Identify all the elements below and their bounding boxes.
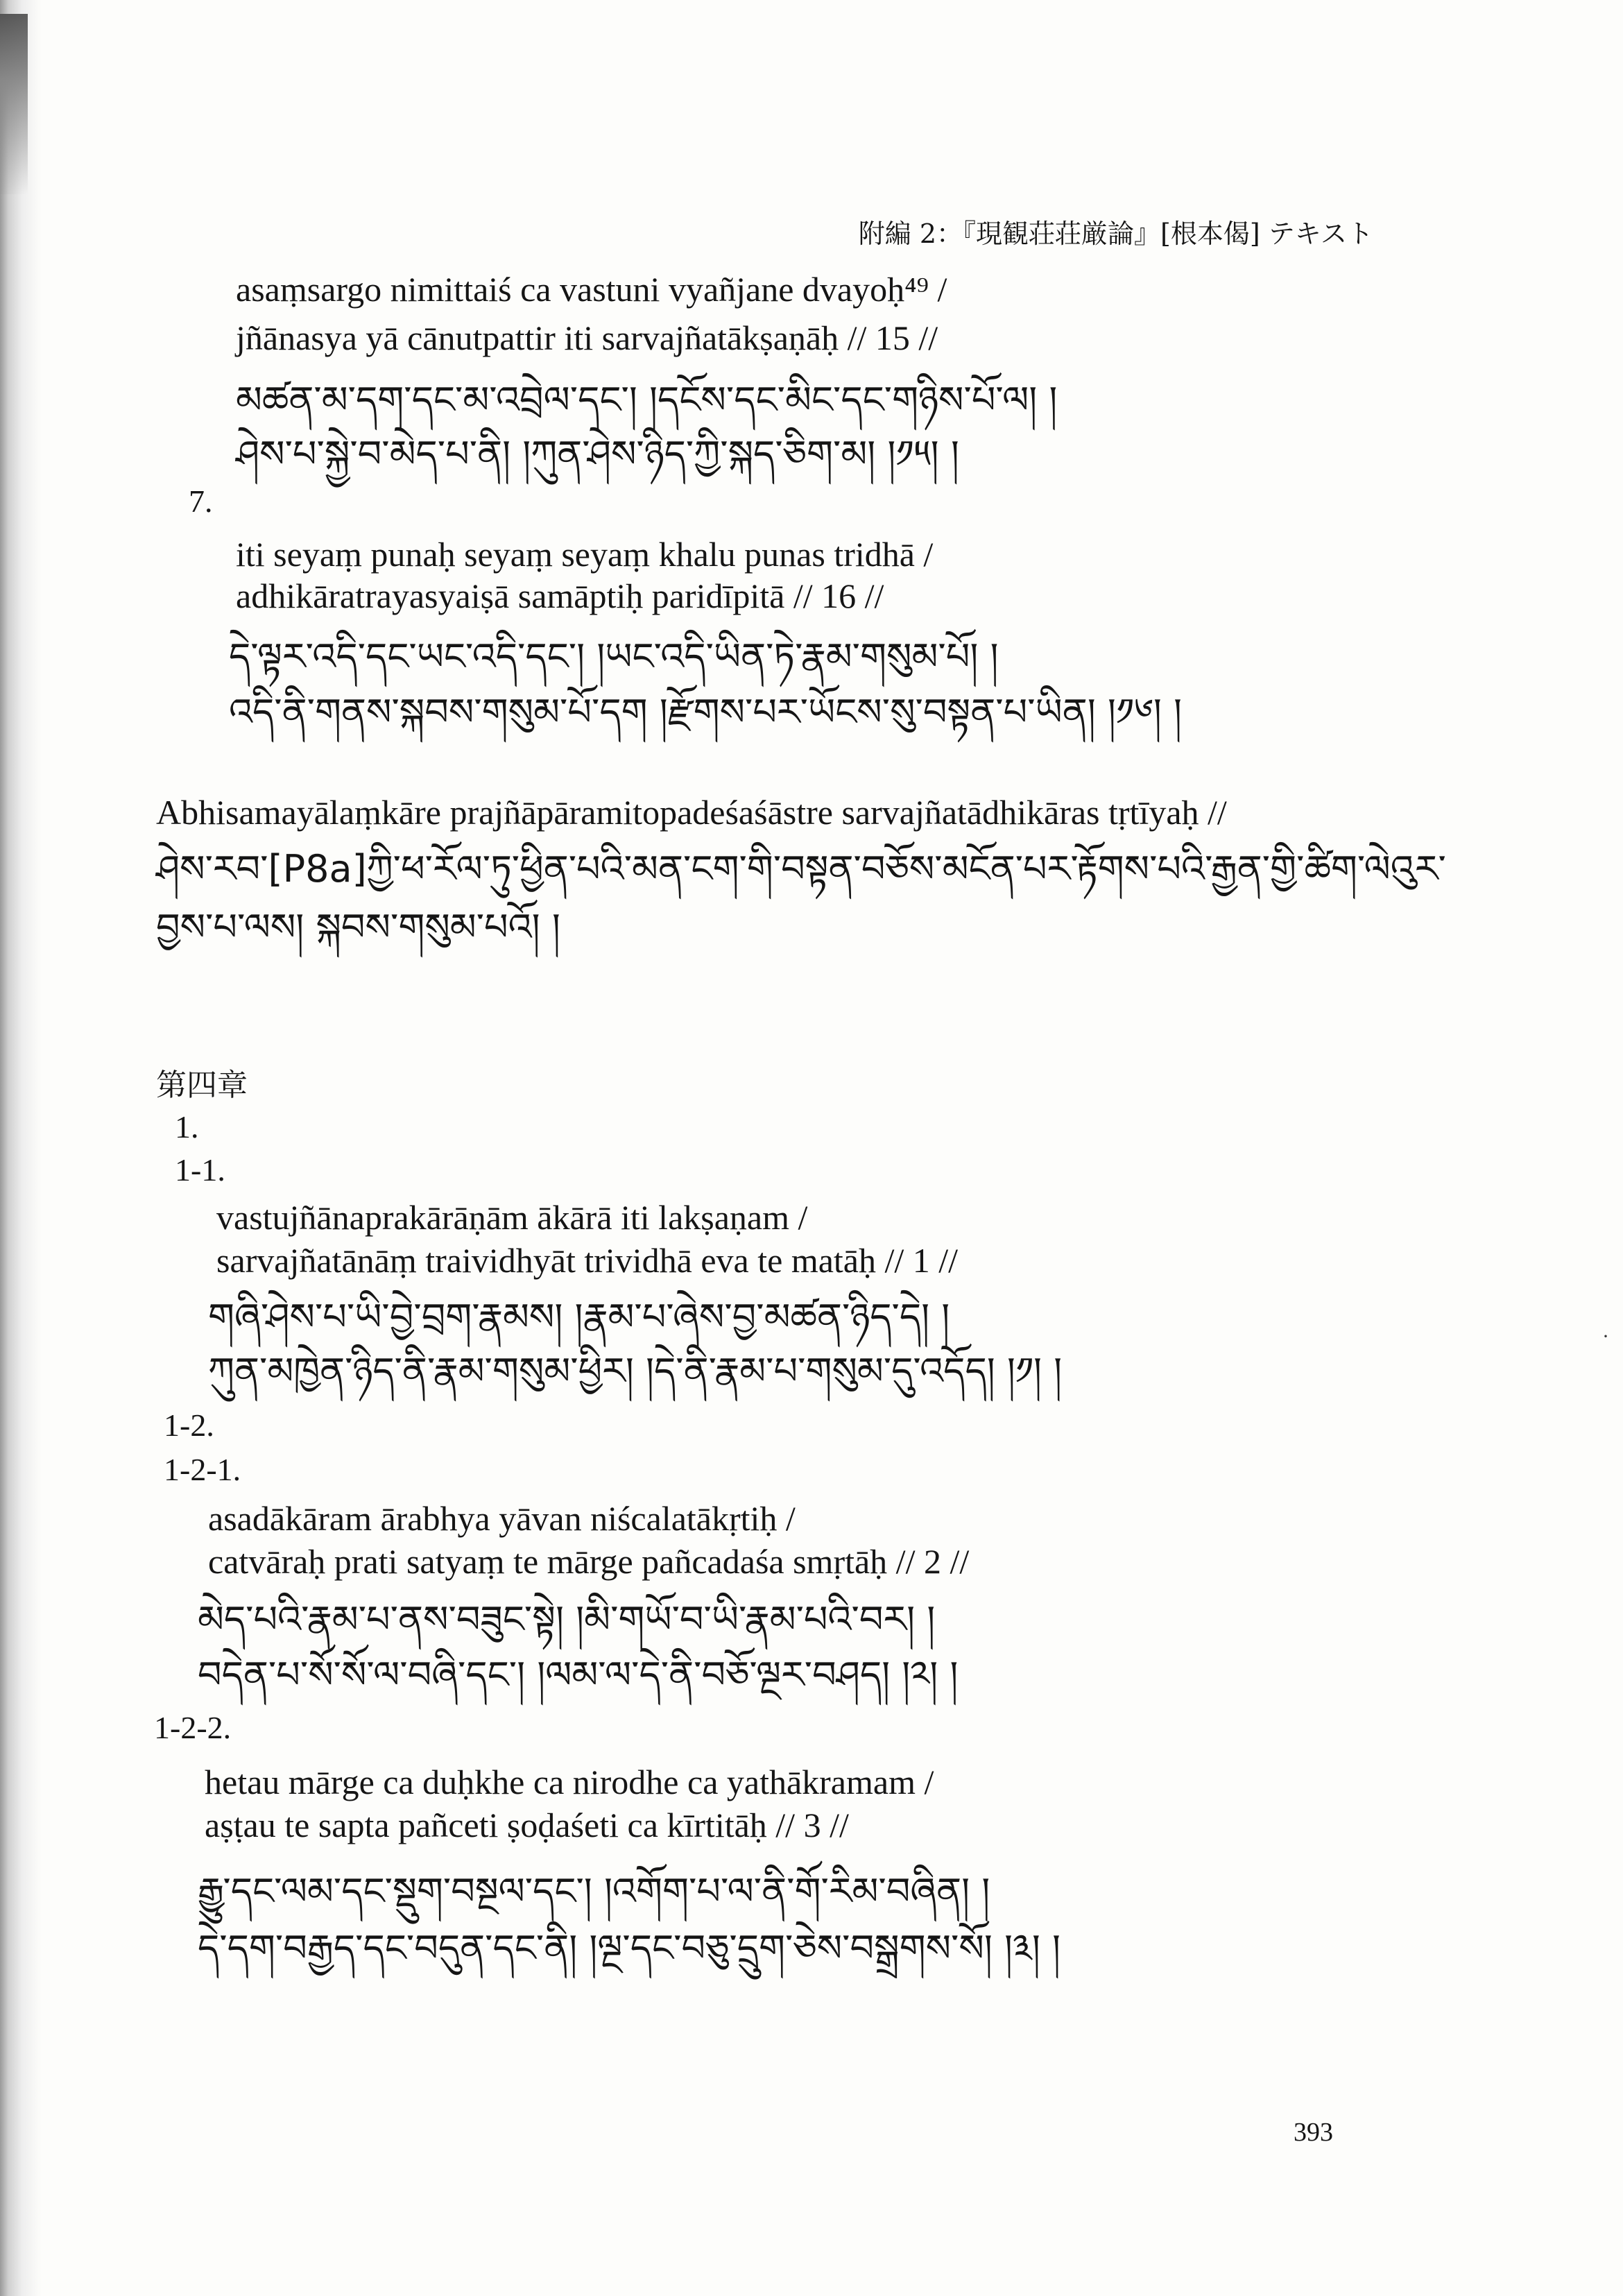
section-number-7: 7. <box>189 483 213 519</box>
verse-3-tibetan-line-1: རྒྱུ་དང་ལམ་དང་སྡུག་བསྔལ་དང་། །འགོག་པ་ལ་ནི་གོ་རིམ་བཞིན། ། <box>198 1869 990 1913</box>
scan-speck: · <box>1602 1325 1609 1348</box>
verse-15-sanskrit-line-2: jñānasya yā cānutpattir iti sarvajñatākṣaṇāḥ // 15 // <box>236 318 938 357</box>
verse-2-sanskrit-line-1: asadākāram ārabhya yāvan niścalatākṛtiḥ / <box>208 1499 796 1538</box>
verse-1-sanskrit-line-1: vastujñānaprakārāṇām ākārā iti lakṣaṇam / <box>216 1198 808 1237</box>
verse-16-sanskrit-line-1: iti seyaṃ punaḥ seyaṃ seyaṃ khalu punas tridhā / <box>236 535 934 574</box>
verse-16-tibetan-line-1: དེ་ལྟར་འདི་དང་ཡང་འདི་དང་། །ཡང་འདི་ཡིན་ཏེ་རྣམ་གསུམ་པོ། ། <box>229 635 999 678</box>
section-number-1-2-2: 1-2-2. <box>154 1710 232 1745</box>
verse-16-tibetan-line-2: འདི་ནི་གནས་སྐབས་གསུམ་པོ་དག །རྫོགས་པར་ཡོངས་སུ་བསྟན་པ་ཡིན། །༡༦། ། <box>229 690 1183 734</box>
verse-2-sanskrit-line-2: catvāraḥ prati satyaṃ te mārge pañcadaśa smṛtāḥ // 2 // <box>208 1542 970 1581</box>
scan-edge-shadow-top <box>0 14 28 194</box>
verse-16-sanskrit-line-2: adhikāratrayasyaiṣā samāptiḥ paridīpitā // 16 // <box>236 576 884 615</box>
verse-1-tibetan-line-1: གཞི་ཤེས་པ་ཡི་བྱེ་བྲག་རྣམས། །རྣམ་པ་ཞེས་བྱ་མཚན་ཉིད་དེ། ། <box>208 1295 950 1339</box>
scan-edge-shadow <box>0 0 42 2296</box>
colophon-tibetan-line-1: ཤེས་རབ་[P8a]ཀྱི་ཕ་རོལ་ཏུ་ཕྱིན་པའི་མན་ངག་གི་བསྟན་བཅོས་མངོན་པར་རྟོགས་པའི་རྒྱན་གྱི་ཚིག་ལེའུར་ <box>156 847 1446 891</box>
verse-15-tibetan-line-1: མཚན་མ་དག་དང་མ་འབྲེལ་དང་། །དངོས་དང་མིང་དང་གཉིས་པོ་ལ། ། <box>236 378 1058 422</box>
running-header: 附編 2：『現観荘荘厳論』[根本偈] テキスト <box>858 219 1373 249</box>
verse-3-sanskrit-line-1: hetau mārge ca duḥkhe ca nirodhe ca yathākramam / <box>205 1763 934 1801</box>
section-number-1-1: 1-1. <box>175 1152 225 1188</box>
verse-1-sanskrit-line-2: sarvajñatānāṃ traividhyāt trividhā eva te matāḥ // 1 // <box>216 1241 959 1280</box>
verse-2-tibetan-line-1: མེད་པའི་རྣམ་པ་ནས་བཟུང་སྟེ། །མི་གཡོ་བ་ཡི་རྣམ་པའི་བར། ། <box>198 1597 936 1641</box>
verse-15-sanskrit-line-1: asaṃsargo nimittaiś ca vastuni vyañjane dvayoḥ⁴⁹ / <box>236 270 947 309</box>
colophon-tibetan-line-2: བྱས་པ་ལས། སྐབས་གསུམ་པའོ། ། <box>156 905 560 949</box>
section-number-1-2: 1-2. <box>164 1407 214 1443</box>
verse-1-tibetan-line-2: ཀུན་མཁྱེན་ཉིད་ནི་རྣམ་གསུམ་ཕྱིར། །དེ་ནི་རྣམ་པ་གསུམ་དུ་འདོད། །༡། ། <box>208 1349 1063 1393</box>
section-number-1: 1. <box>175 1109 199 1145</box>
page-number: 393 <box>1294 2118 1333 2147</box>
verse-15-tibetan-line-2: ཤེས་པ་སྐྱེ་བ་མེད་པ་ནི། །ཀུན་ཤེས་ཉིད་ཀྱི་སྐད་ཅིག་མ། །༡༥། ། <box>236 432 959 476</box>
verse-2-tibetan-line-2: བདེན་པ་སོ་སོ་ལ་བཞི་དང་། །ལམ་ལ་དེ་ནི་བཅོ་ལྔར་བཤད། །༢། ། <box>198 1653 959 1697</box>
colophon-sanskrit: Abhisamayālaṃkāre prajñāpāramitopadeśaśāstre sarvajñatādhikāras tṛtīyaḥ // <box>156 793 1227 832</box>
chapter-heading: 第四章 <box>156 1068 248 1103</box>
verse-3-sanskrit-line-2: aṣṭau te sapta pañceti ṣoḍaśeti ca kīrtitāḥ // 3 // <box>205 1806 849 1844</box>
verse-3-tibetan-line-2: དེ་དག་བརྒྱད་དང་བདུན་དང་ནི། །ལྔ་དང་བཅུ་དྲུག་ཅེས་བསྒྲགས་སོ། །༣། ། <box>198 1926 1060 1970</box>
section-number-1-2-1: 1-2-1. <box>164 1452 241 1487</box>
